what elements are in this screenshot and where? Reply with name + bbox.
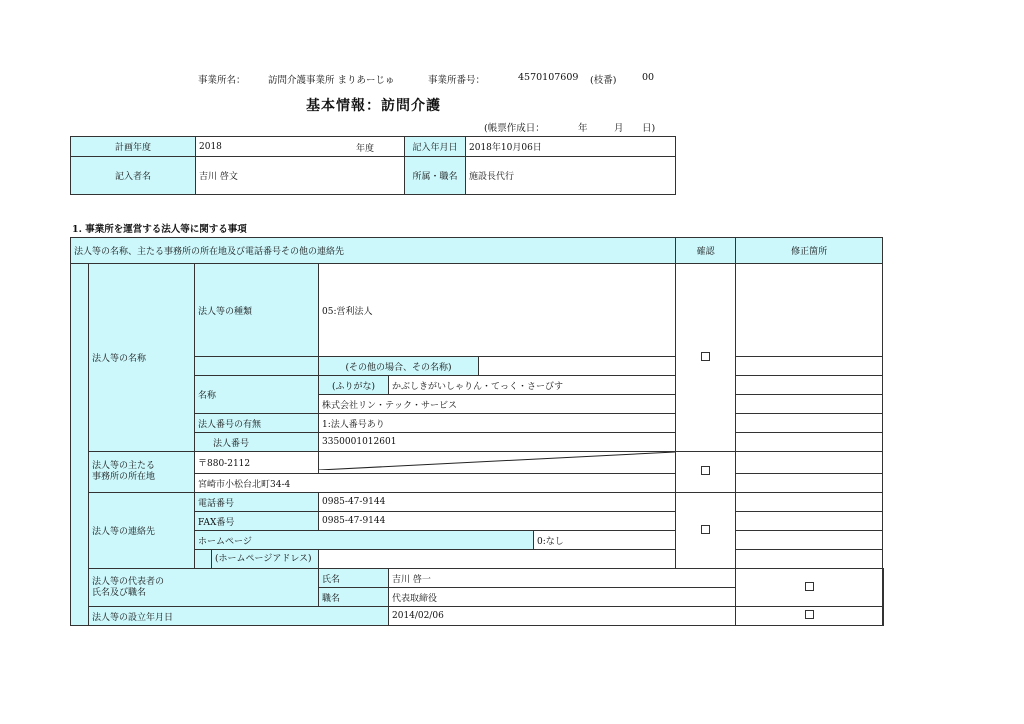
dept-label: 所属・職名 [405, 157, 466, 195]
checkbox-icon[interactable] [701, 466, 710, 475]
contact-group-label: 法人等の連絡先 [89, 493, 195, 569]
corp-name-group-label: 法人等の名称 [89, 264, 195, 452]
rep-title-value[interactable]: 代表取締役 [389, 588, 736, 607]
checkbox-icon[interactable] [701, 352, 710, 361]
other-case-label: (その他の場合、その名称) [319, 357, 479, 376]
homepage-value[interactable]: 0:なし [534, 531, 676, 550]
fax-label: FAX番号 [195, 512, 319, 531]
fax-value[interactable]: 0985-47-9144 [319, 512, 676, 531]
other-case-value[interactable] [479, 357, 676, 376]
address-group-line2: 事務所の所在地 [92, 472, 156, 482]
contact-check[interactable] [676, 493, 736, 569]
check-column-header: 確認 [676, 238, 736, 264]
fix-cell[interactable] [736, 264, 883, 357]
fix-cell[interactable] [736, 414, 883, 433]
homepage-address-indent [195, 550, 319, 569]
fix-cell[interactable] [736, 531, 883, 550]
rep-group-line1: 法人等の代表者の [92, 576, 165, 587]
corp-number-label: 法人番号 [195, 433, 319, 452]
diagonal-slash [319, 452, 675, 470]
corp-type-label: 法人等の種類 [195, 264, 319, 357]
entry-date-value[interactable]: 2018年10月06日 [466, 137, 676, 157]
checkbox-icon[interactable] [805, 610, 814, 619]
plan-table [70, 136, 676, 195]
address-group-line1: 法人等の主たる [92, 461, 156, 471]
office-number-label: 事業所番号： [428, 75, 486, 86]
main-column-header: 法人等の名称、主たる事務所の所在地及び電話番号その他の連絡先 [71, 238, 676, 264]
rep-name-value[interactable]: 吉川 啓一 [389, 569, 736, 588]
fix-cell[interactable] [736, 550, 883, 569]
plan-year-suffix: 年度 [356, 144, 375, 154]
office-name-label: 事業所名： [198, 75, 246, 86]
plan-year-value: 2018 [199, 141, 222, 152]
plan-year-cell[interactable] [196, 137, 405, 157]
created-date-label: (帳票作成日： [484, 123, 545, 134]
office-number: 4570107609 [518, 72, 579, 83]
checkbox-icon[interactable] [805, 582, 814, 591]
fix-cell[interactable] [736, 493, 883, 512]
branch-label: (枝番) [590, 75, 617, 86]
entry-date-label: 記入年月日 [405, 137, 466, 157]
established-check[interactable] [736, 607, 883, 626]
established-value[interactable]: 2014/02/06 [389, 607, 736, 626]
checkbox-icon[interactable] [701, 525, 710, 534]
plan-year-label: 計画年度 [71, 137, 196, 157]
fix-cell[interactable] [736, 433, 883, 452]
fix-cell[interactable] [883, 607, 884, 626]
address-slash-cell [319, 452, 676, 474]
name-label: 名称 [195, 376, 319, 414]
corp-type-label-cont [195, 357, 319, 376]
corp-number-value[interactable]: 3350001012601 [319, 433, 676, 452]
fix-cell[interactable] [736, 474, 883, 493]
fix-cell[interactable] [736, 452, 883, 474]
page-title: 基本情報：訪問介護 [306, 98, 441, 114]
corp-type-value[interactable]: 05:営利法人 [319, 264, 676, 357]
postal-value[interactable]: 〒880-2112 [195, 452, 319, 474]
fix-cell[interactable] [736, 376, 883, 395]
rep-group-label [89, 569, 319, 607]
name-value[interactable]: 株式会社リン・テック・サービス [319, 395, 676, 414]
fix-cell[interactable] [736, 512, 883, 531]
corp-number-flag-value[interactable]: 1:法人番号あり [319, 414, 676, 433]
address-value[interactable]: 宮崎市小松台北町34-4 [195, 474, 676, 493]
dept-value[interactable]: 施設長代行 [466, 157, 676, 195]
rep-group-line2: 氏名及び職名 [92, 587, 147, 598]
created-month-unit: 月 [614, 123, 624, 134]
created-year-unit: 年 [578, 123, 588, 134]
established-label: 法人等の設立年月日 [89, 607, 389, 626]
address-check[interactable] [676, 452, 736, 493]
fix-cell[interactable] [883, 569, 884, 588]
section-heading: 1. 事業所を運営する法人等に関する事項 [72, 224, 247, 235]
fix-column-header: 修正箇所 [736, 238, 883, 264]
writer-value[interactable]: 吉川 啓文 [196, 157, 405, 195]
corp-number-flag-label: 法人番号の有無 [195, 414, 319, 433]
indent-band [71, 264, 89, 626]
furigana-value[interactable]: かぶしきがいしゃりん・てっく・さーびす [389, 376, 676, 395]
furigana-label: (ふりがな) [319, 376, 389, 395]
branch-number: 00 [642, 72, 655, 83]
corp-name-check[interactable] [676, 264, 736, 452]
fix-cell[interactable] [736, 395, 883, 414]
corp-table [70, 237, 884, 626]
office-name: 訪問介護事業所 まりあーじゅ [268, 75, 395, 86]
created-day-unit: 日) [642, 123, 656, 134]
rep-title-label: 職名 [319, 588, 389, 607]
address-group-label [89, 452, 195, 493]
fix-cell[interactable] [736, 357, 883, 376]
phone-label: 電話番号 [195, 493, 319, 512]
homepage-label: ホームページ [195, 531, 534, 550]
fix-cell[interactable] [883, 588, 884, 607]
rep-name-label: 氏名 [319, 569, 389, 588]
rep-check[interactable] [736, 569, 883, 607]
homepage-address-value[interactable] [319, 550, 676, 569]
homepage-address-label: (ホームページアドレス) [211, 550, 318, 568]
writer-label: 記入者名 [71, 157, 196, 195]
phone-value[interactable]: 0985-47-9144 [319, 493, 676, 512]
